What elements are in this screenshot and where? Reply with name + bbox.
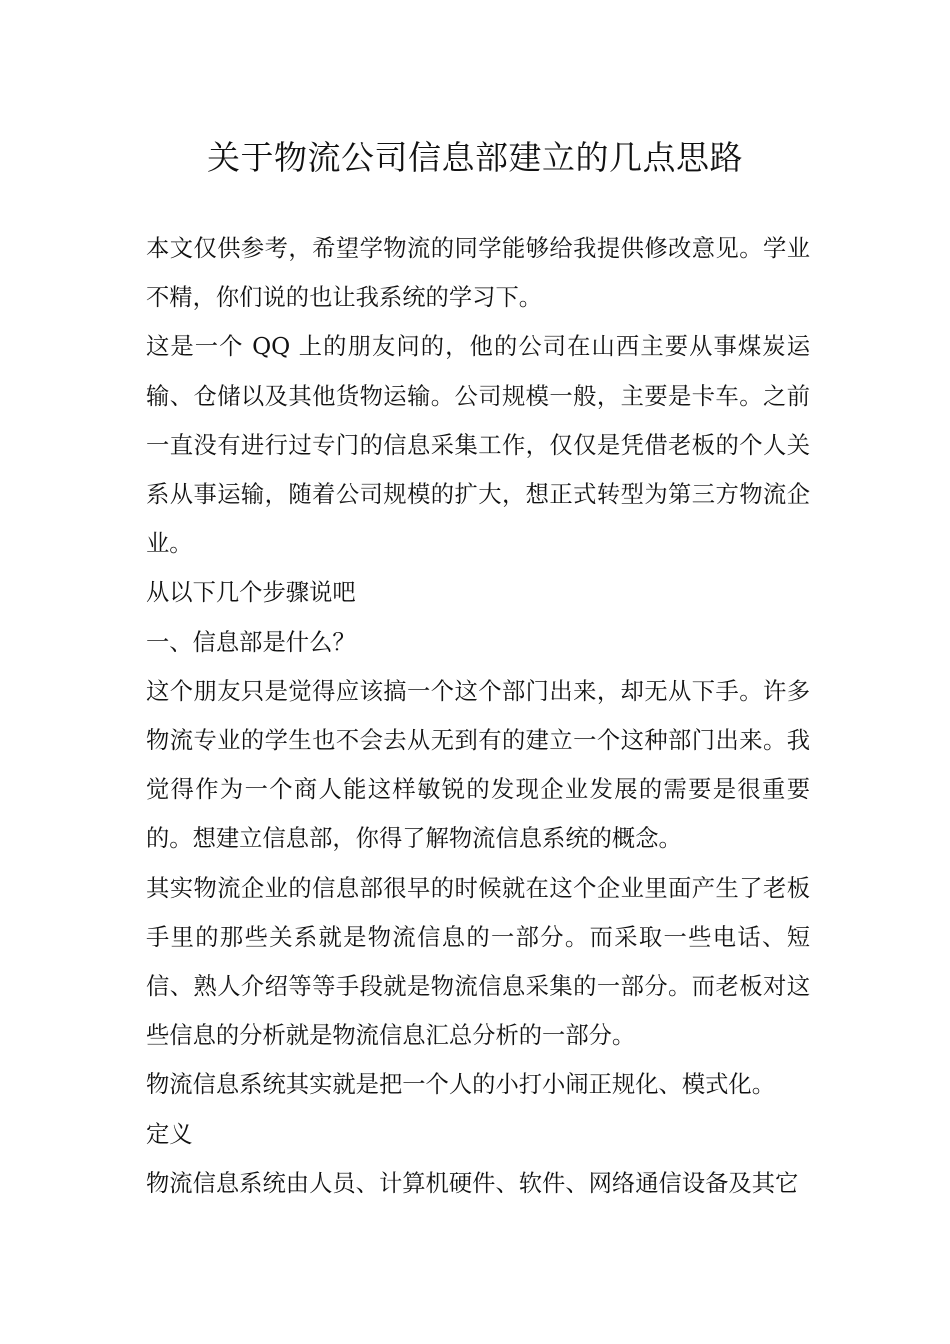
- paragraph-department: 这个朋友只是觉得应该搞一个这个部门出来，却无从下手。许多物流专业的学生也不会去从无到有的建立一个这种部门出来。我觉得作为一个商人能这样敏锐的发现企业发展的需要是很重要的。想建立信息部，你得了解物流信息系统的概念。: [146, 677, 810, 853]
- paragraph-system-summary: 物流信息系统其实就是把一个人的小打小闹正规化、模式化。: [146, 1071, 776, 1099]
- paragraph-steps-intro: 从以下几个步骤说吧: [146, 579, 356, 607]
- paragraph-intro: 本文仅供参考，希望学物流的同学能够给我提供修改意见。学业不精，你们说的也让我系统的学习下。: [146, 235, 810, 312]
- document-body: [146, 224, 810, 1208]
- paragraph-existing-info: 其实物流企业的信息部很早的时候就在这个企业里面产生了老板手里的那些关系就是物流信息的一部分。而采取一些电话、短信、熟人介绍等等手段就是物流信息采集的一部分。而老板对这些信息的分析就是物流信息汇总分析的一部分。: [146, 874, 810, 1050]
- document-title: 关于物流公司信息部建立的几点思路: [207, 138, 743, 177]
- paragraph-definition: 物流信息系统由人员、计算机硬件、软件、网络通信设备及其它: [146, 1169, 799, 1197]
- paragraph-background: 这是一个 QQ 上的朋友问的，他的公司在山西主要从事煤炭运输、仓储以及其他货物运输。公司规模一般，主要是卡车。之前一直没有进行过专门的信息采集工作，仅仅是凭借老板的个人关系从事运输，随着公司规模的扩大，想正式转型为第三方物流企业。: [146, 333, 810, 558]
- section-heading-1: 一、信息部是什么？: [146, 628, 356, 656]
- section-heading-definition: 定义: [146, 1120, 193, 1148]
